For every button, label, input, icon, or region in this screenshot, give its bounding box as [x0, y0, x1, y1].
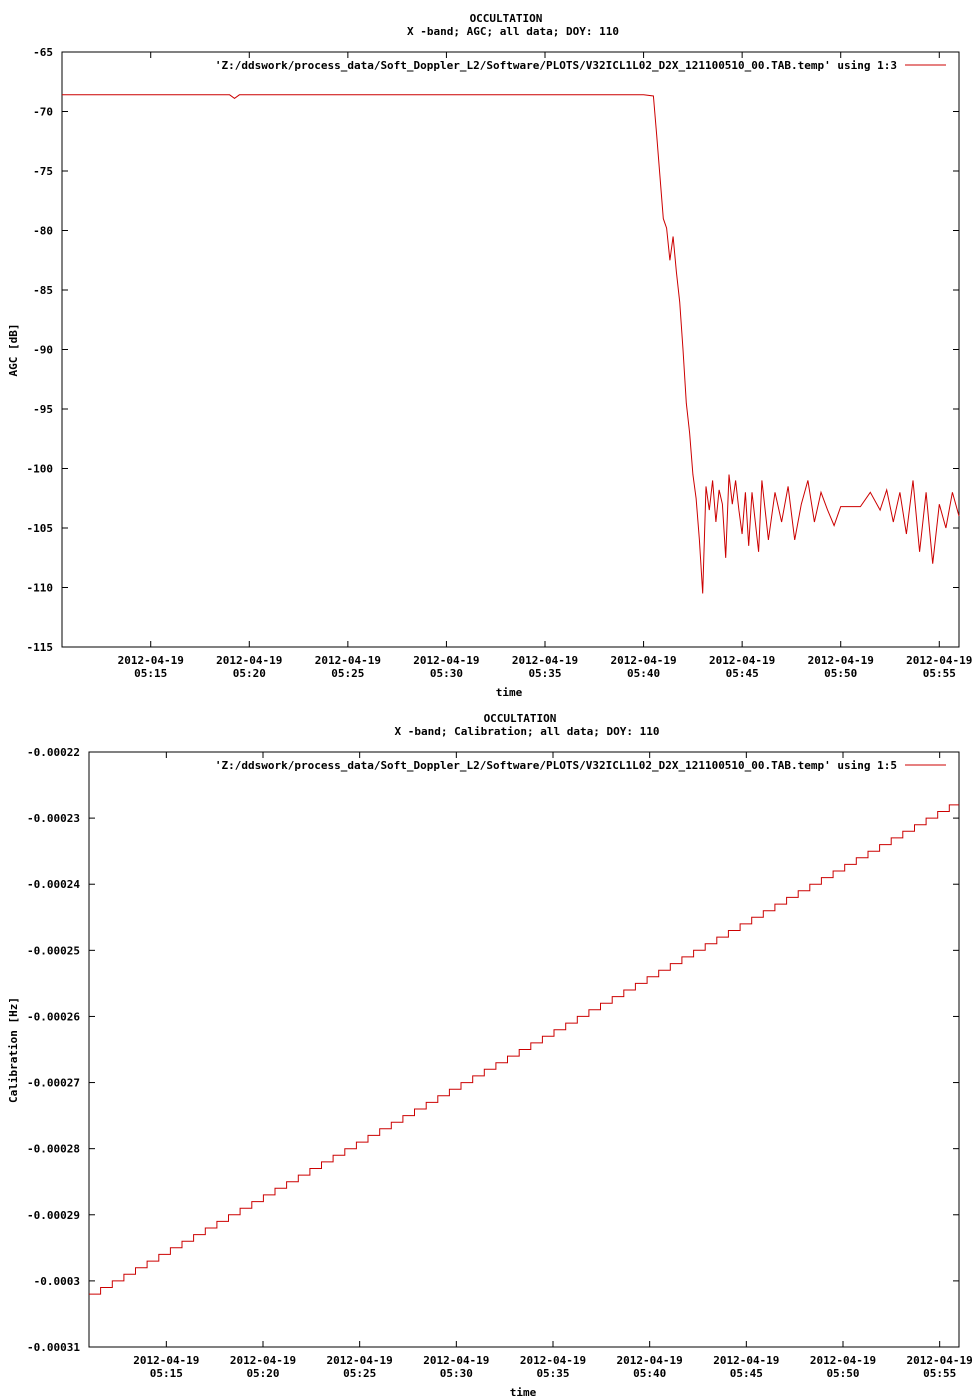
x-tick-time: 05:45 — [729, 1367, 763, 1380]
x-tick-date: 2012-04-19 — [709, 654, 776, 667]
x-tick-date: 2012-04-19 — [216, 654, 283, 667]
x-tick-time: 05:25 — [343, 1367, 377, 1380]
x-tick-time: 05:40 — [633, 1367, 667, 1380]
x-tick-date: 2012-04-19 — [713, 1354, 780, 1367]
y-tick-label: -0.00022 — [27, 746, 80, 759]
y-tick-label: -105 — [26, 522, 53, 535]
y-tick-label: -85 — [33, 284, 53, 297]
x-tick-date: 2012-04-19 — [906, 654, 973, 667]
y-tick-label: -70 — [33, 105, 53, 119]
y-tick-label: -0.00029 — [27, 1208, 80, 1222]
x-tick-date: 2012-04-19 — [413, 654, 480, 667]
x-tick-time: 05:50 — [824, 667, 858, 680]
x-tick-date: 2012-04-19 — [610, 654, 677, 667]
x-tick-time: 05:35 — [536, 1367, 570, 1380]
chart1-xlabel: time — [495, 686, 523, 699]
x-tick-time: 05:55 — [923, 1367, 957, 1380]
x-tick-time: 05:30 — [439, 1367, 473, 1380]
plot-frame — [62, 52, 959, 647]
y-tick-label: -0.00027 — [27, 1076, 80, 1090]
chart1-legend-label: 'Z:/ddswork/process_data/Soft_Doppler_L2/Software/PLOTS/V32ICL1L02_D2X_121100510_00.TAB.temp' using 1:3 — [214, 59, 897, 72]
x-tick-time: 05:40 — [627, 667, 661, 680]
y-tick-label: -75 — [33, 165, 53, 178]
chart1-title: OCCULTATION — [469, 12, 543, 25]
x-tick-date: 2012-04-19 — [807, 654, 874, 667]
x-tick-date: 2012-04-19 — [809, 1354, 877, 1367]
y-tick-label: -0.00026 — [27, 1010, 80, 1024]
x-tick-date: 2012-04-19 — [906, 1354, 973, 1367]
x-tick-time: 05:45 — [725, 667, 759, 680]
x-tick-date: 2012-04-19 — [423, 1354, 490, 1367]
x-tick-time: 05:50 — [826, 1367, 860, 1380]
y-tick-label: -0.0003 — [33, 1274, 80, 1288]
chart1-ylabel: AGC [dB] — [7, 323, 20, 377]
chart2-plot — [27, 746, 973, 1380]
y-tick-label: -65 — [33, 46, 53, 59]
x-tick-time: 05:20 — [246, 1367, 280, 1380]
y-tick-label: -115 — [26, 641, 53, 654]
x-tick-time: 05:35 — [528, 667, 562, 680]
y-tick-label: -0.00031 — [27, 1341, 80, 1354]
x-tick-date: 2012-04-19 — [511, 654, 579, 667]
x-tick-date: 2012-04-19 — [133, 1354, 200, 1367]
x-tick-time: 05:25 — [331, 667, 365, 680]
x-tick-time: 05:15 — [149, 1367, 183, 1380]
series-line — [89, 805, 959, 1294]
y-tick-label: -110 — [26, 581, 53, 595]
x-tick-date: 2012-04-19 — [229, 1354, 297, 1367]
y-tick-label: -100 — [26, 462, 53, 476]
y-tick-label: -80 — [33, 224, 53, 238]
chart1-subtitle: X -band; AGC; all data; DOY: 110 — [407, 25, 619, 38]
x-tick-time: 05:55 — [922, 667, 956, 680]
y-tick-label: -90 — [33, 343, 53, 357]
x-tick-date: 2012-04-19 — [519, 1354, 587, 1367]
y-tick-label: -0.00025 — [27, 944, 80, 958]
y-tick-label: -0.00028 — [27, 1142, 80, 1156]
chart2-xlabel: time — [509, 1386, 537, 1399]
y-tick-label: -95 — [33, 403, 53, 416]
x-tick-time: 05:20 — [232, 667, 266, 680]
chart2-legend-label: 'Z:/ddswork/process_data/Soft_Doppler_L2/Software/PLOTS/V32ICL1L02_D2X_121100510_00.TAB.temp' using 1:5 — [214, 759, 897, 772]
x-tick-date: 2012-04-19 — [314, 654, 381, 667]
chart1-plot — [27, 46, 973, 680]
series-line — [62, 95, 959, 594]
chart2-ylabel: Calibration [Hz] — [7, 997, 20, 1103]
x-tick-time: 05:30 — [429, 667, 463, 680]
x-tick-time: 05:15 — [134, 667, 168, 680]
y-tick-label: -0.00024 — [27, 878, 80, 892]
y-tick-label: -0.00023 — [27, 812, 80, 826]
x-tick-date: 2012-04-19 — [117, 654, 184, 667]
chart2-subtitle: X -band; Calibration; all data; DOY: 110 — [394, 725, 660, 738]
x-tick-date: 2012-04-19 — [616, 1354, 683, 1367]
chart2-title: OCCULTATION — [483, 712, 557, 725]
x-tick-date: 2012-04-19 — [326, 1354, 393, 1367]
